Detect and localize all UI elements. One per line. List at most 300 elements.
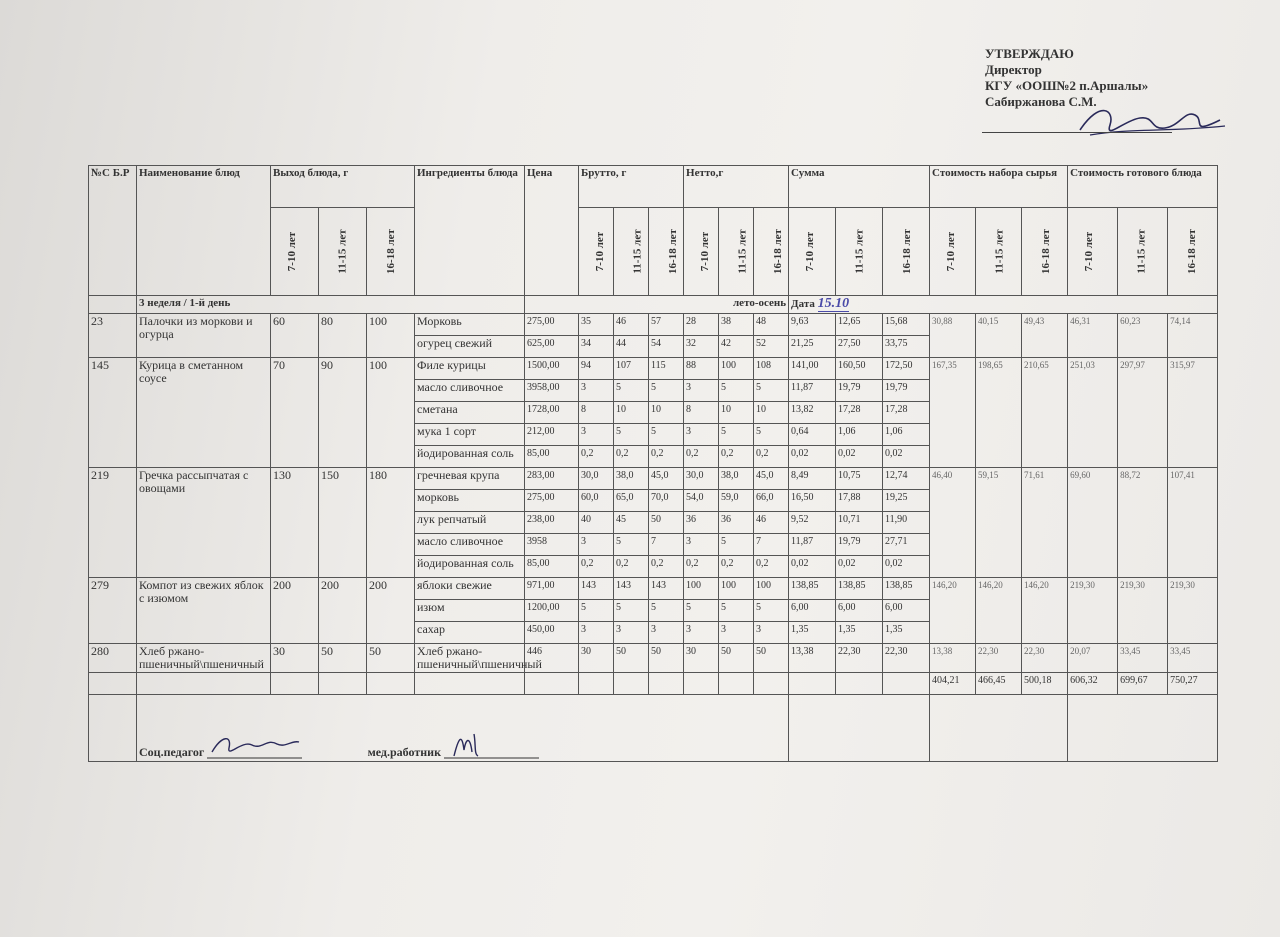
raw-cost: 40,15 [976,314,1022,358]
value-g: 5 [579,600,614,622]
director-signature [1070,90,1230,150]
value-n: 48 [754,314,789,336]
value-g: 0,2 [579,556,614,578]
value-g: 0,2 [614,556,649,578]
ready-cost: 297,97 [1118,358,1168,468]
age-header-cell [789,208,836,296]
value-s: 13,38 [789,644,836,673]
totals-empty [579,673,614,695]
age-header-cell [836,208,883,296]
dish-name: Палочки из моркови и огурца [137,314,271,358]
ingredient-price: 3958 [525,534,579,556]
value-n: 10 [754,402,789,424]
value-n: 3 [684,424,719,446]
value-s: 17,28 [836,402,883,424]
ingredient-name: гречневая крупа [415,468,525,490]
value-s: 1,06 [836,424,883,446]
value-n: 100 [754,578,789,600]
value-n: 3 [754,622,789,644]
dish-yield: 30 [271,644,319,673]
raw-cost: 59,15 [976,468,1022,578]
ingredient-price: 446 [525,644,579,673]
age-header-cell [883,208,930,296]
totals-empty [754,673,789,695]
value-s: 11,90 [883,512,930,534]
ingredient-name: Филе курицы [415,358,525,380]
value-g: 5 [614,534,649,556]
value-s: 19,79 [836,380,883,402]
value-g: 5 [614,424,649,446]
age-header-cell [1068,208,1118,296]
dish-yield: 200 [319,578,367,644]
ready-cost: 74,14 [1168,314,1218,358]
raw-cost: 146,20 [1022,578,1068,644]
age-header-cell [1168,208,1218,296]
value-s: 11,87 [789,380,836,402]
ingredient-price: 1200,00 [525,600,579,622]
value-s: 0,02 [789,556,836,578]
age-header-cell [684,208,719,296]
signature-line [982,132,1172,133]
value-s: 9,63 [789,314,836,336]
value-n: 66,0 [754,490,789,512]
value-g: 115 [649,358,684,380]
age-label: 16-18 лет [666,229,679,274]
ready-cost: 315,97 [1168,358,1218,468]
recipe-number: 279 [89,578,137,644]
ingredient-price: 283,00 [525,468,579,490]
value-s: 0,02 [789,446,836,468]
value-s: 22,30 [883,644,930,673]
value-n: 3 [684,380,719,402]
totals-empty [137,673,271,695]
raw-cost: 22,30 [1022,644,1068,673]
ready-cost: 20,07 [1068,644,1118,673]
totals-empty [883,673,930,695]
totals-empty [525,673,579,695]
value-s: 160,50 [836,358,883,380]
totals-empty [367,673,415,695]
value-n: 50 [754,644,789,673]
table-row [89,358,1218,380]
dish-yield: 80 [319,314,367,358]
age-label: 7-10 лет [1083,231,1096,272]
value-s: 10,75 [836,468,883,490]
raw-cost: 167,35 [930,358,976,468]
value-s: 21,25 [789,336,836,358]
value-s: 138,85 [789,578,836,600]
totals-empty [271,673,319,695]
value-g: 65,0 [614,490,649,512]
value-s: 1,35 [836,622,883,644]
ingredient-name: сметана [415,402,525,424]
value-s: 16,50 [789,490,836,512]
dish-yield: 130 [271,468,319,578]
value-g: 8 [579,402,614,424]
value-n: 3 [684,534,719,556]
value-g: 3 [579,424,614,446]
ingredient-price: 85,00 [525,446,579,468]
medic-label: мед.работник [367,745,441,759]
value-s: 17,28 [883,402,930,424]
totals-empty [614,673,649,695]
value-n: 5 [754,424,789,446]
value-g: 143 [579,578,614,600]
age-header-cell [1118,208,1168,296]
totals-empty [836,673,883,695]
section-date [789,296,1218,314]
value-n: 0,2 [719,446,754,468]
value-n: 0,2 [684,556,719,578]
value-g: 7 [649,534,684,556]
dish-yield: 150 [319,468,367,578]
footer-empty-3 [930,695,1068,762]
value-s: 6,00 [789,600,836,622]
section-season: лето-осень [525,296,789,314]
value-s: 11,87 [789,534,836,556]
dish-yield: 50 [367,644,415,673]
age-label: 11-15 лет [853,229,866,274]
value-s: 19,79 [883,380,930,402]
totals-empty [789,673,836,695]
value-s: 12,74 [883,468,930,490]
dish-yield: 50 [319,644,367,673]
age-header-cell [271,208,319,296]
social-pedagogue-label: Соц.педагог [139,745,205,759]
age-label: 7-10 лет [945,231,958,272]
ready-cost: 46,31 [1068,314,1118,358]
dish-name: Гречка рассыпчатая с овощами [137,468,271,578]
age-label: 11-15 лет [736,229,749,274]
section-week: 3 неделя / 1-й день [137,296,525,314]
ingredient-name: мука 1 сорт [415,424,525,446]
value-s: 9,52 [789,512,836,534]
value-n: 5 [719,600,754,622]
total-ready: 606,32 [1068,673,1118,695]
value-n: 5 [719,534,754,556]
value-n: 38,0 [719,468,754,490]
age-label: 7-10 лет [594,231,607,272]
value-s: 33,75 [883,336,930,358]
ingredient-price: 238,00 [525,512,579,534]
totals-empty [719,673,754,695]
value-s: 19,79 [836,534,883,556]
value-s: 19,25 [883,490,930,512]
ingredient-name: лук репчатый [415,512,525,534]
value-s: 1,35 [883,622,930,644]
dish-yield: 180 [367,468,415,578]
dish-yield: 100 [367,314,415,358]
value-g: 44 [614,336,649,358]
raw-cost: 22,30 [976,644,1022,673]
value-n: 3 [684,622,719,644]
dish-yield: 200 [367,578,415,644]
ingredient-name: Морковь [415,314,525,336]
ready-cost: 219,30 [1168,578,1218,644]
header-price: Цена [525,166,579,296]
value-g: 50 [649,512,684,534]
ingredient-name: масло сливочное [415,534,525,556]
ingredient-price: 275,00 [525,314,579,336]
recipe-number: 145 [89,358,137,468]
value-n: 45,0 [754,468,789,490]
ingredient-price: 1728,00 [525,402,579,424]
approval-organization: КГУ «ООШ№2 п.Аршалы» [985,78,1149,93]
value-g: 35 [579,314,614,336]
value-g: 50 [614,644,649,673]
table-row [89,644,1218,673]
header-dish: Наименование блюд [137,166,271,296]
approval-name: Сабиржанова С.М. [985,94,1097,109]
value-n: 0,2 [719,556,754,578]
value-n: 8 [684,402,719,424]
ready-cost: 33,45 [1168,644,1218,673]
raw-cost: 46,40 [930,468,976,578]
header-number: №С Б.Р [89,166,137,296]
value-g: 5 [649,600,684,622]
value-n: 5 [754,380,789,402]
total-ready: 699,67 [1118,673,1168,695]
value-s: 0,02 [836,446,883,468]
age-label: 7-10 лет [699,231,712,272]
value-s: 1,06 [883,424,930,446]
table-row [89,314,1218,336]
value-s: 27,71 [883,534,930,556]
age-label: 16-18 лет [384,229,397,274]
value-n: 28 [684,314,719,336]
recipe-number: 280 [89,644,137,673]
menu-table [88,165,1218,762]
age-header-cell [1022,208,1068,296]
raw-cost: 198,65 [976,358,1022,468]
ingredient-name: масло сливочное [415,380,525,402]
raw-cost: 146,20 [976,578,1022,644]
value-s: 10,71 [836,512,883,534]
totals-empty [649,673,684,695]
dish-name: Хлеб ржано-пшеничный\пшеничный [137,644,271,673]
table-row [89,578,1218,600]
header-net: Нетто,г [684,166,789,208]
dish-yield: 60 [271,314,319,358]
value-n: 5 [719,380,754,402]
value-s: 141,00 [789,358,836,380]
header-ready-cost: Стоимость готового блюда [1068,166,1218,208]
recipe-number: 23 [89,314,137,358]
age-header-cell [754,208,789,296]
value-n: 36 [719,512,754,534]
totals-empty [415,673,525,695]
age-label: 11-15 лет [1135,229,1148,274]
raw-cost: 71,61 [1022,468,1068,578]
ingredient-price: 450,00 [525,622,579,644]
value-n: 38 [719,314,754,336]
value-s: 15,68 [883,314,930,336]
value-g: 0,2 [649,556,684,578]
value-n: 7 [754,534,789,556]
value-g: 94 [579,358,614,380]
totals-empty [684,673,719,695]
value-n: 46 [754,512,789,534]
age-label: 11-15 лет [993,229,1006,274]
value-n: 50 [719,644,754,673]
dish-name: Курица в сметанном соусе [137,358,271,468]
value-g: 5 [614,380,649,402]
table-row [89,468,1218,490]
header-gross: Брутто, г [579,166,684,208]
ingredient-name: йодированная соль [415,556,525,578]
value-s: 27,50 [836,336,883,358]
approval-position: Директор [985,62,1042,77]
value-g: 0,2 [579,446,614,468]
ingredient-price: 971,00 [525,578,579,600]
value-s: 13,82 [789,402,836,424]
value-s: 138,85 [883,578,930,600]
value-g: 10 [614,402,649,424]
value-s: 8,49 [789,468,836,490]
age-header-cell [649,208,684,296]
value-g: 30,0 [579,468,614,490]
raw-cost: 49,43 [1022,314,1068,358]
ingredient-price: 3958,00 [525,380,579,402]
value-g: 50 [649,644,684,673]
value-n: 100 [719,578,754,600]
value-s: 0,02 [836,556,883,578]
ingredient-price: 212,00 [525,424,579,446]
dish-name: Компот из свежих яблок с изюмом [137,578,271,644]
footer-empty-2 [789,695,930,762]
value-g: 40 [579,512,614,534]
age-header-cell [976,208,1022,296]
value-n: 3 [719,622,754,644]
value-n: 100 [684,578,719,600]
header-raw-cost: Стоимость набора сырья [930,166,1068,208]
dish-yield: 200 [271,578,319,644]
footer-empty [89,695,137,762]
header-ingredients: Ингредиенты блюда [415,166,525,296]
value-g: 3 [579,534,614,556]
section-empty [89,296,137,314]
ingredient-price: 1500,00 [525,358,579,380]
value-n: 88 [684,358,719,380]
age-label: 7-10 лет [286,231,299,272]
value-g: 143 [614,578,649,600]
value-n: 30,0 [684,468,719,490]
value-n: 0,2 [684,446,719,468]
value-n: 42 [719,336,754,358]
date-label: Дата [791,298,815,310]
value-g: 5 [614,600,649,622]
value-g: 46 [614,314,649,336]
raw-cost: 30,88 [930,314,976,358]
value-s: 0,64 [789,424,836,446]
value-g: 34 [579,336,614,358]
ingredient-name: огурец свежий [415,336,525,358]
value-g: 0,2 [614,446,649,468]
approval-title: УТВЕРЖДАЮ [985,46,1074,61]
ready-cost: 69,60 [1068,468,1118,578]
value-g: 3 [579,622,614,644]
ingredient-price: 85,00 [525,556,579,578]
age-header-cell [579,208,614,296]
medic-signature [444,730,539,760]
value-n: 54,0 [684,490,719,512]
value-g: 3 [649,622,684,644]
age-label: 11-15 лет [336,229,349,274]
ready-cost: 251,03 [1068,358,1118,468]
total-ready: 750,27 [1168,673,1218,695]
value-g: 5 [649,424,684,446]
value-n: 0,2 [754,556,789,578]
ready-cost: 60,23 [1118,314,1168,358]
totals-empty [319,673,367,695]
value-s: 17,88 [836,490,883,512]
total-raw: 404,21 [930,673,976,695]
value-g: 107 [614,358,649,380]
value-n: 10 [719,402,754,424]
ready-cost: 33,45 [1118,644,1168,673]
value-n: 52 [754,336,789,358]
raw-cost: 146,20 [930,578,976,644]
value-s: 172,50 [883,358,930,380]
value-g: 10 [649,402,684,424]
total-raw: 500,18 [1022,673,1068,695]
age-label: 16-18 лет [1039,229,1052,274]
value-g: 3 [614,622,649,644]
value-g: 143 [649,578,684,600]
value-n: 36 [684,512,719,534]
ingredient-name: яблоки свежие [415,578,525,600]
value-g: 60,0 [579,490,614,512]
value-n: 100 [719,358,754,380]
value-n: 5 [754,600,789,622]
ingredient-name: йодированная соль [415,446,525,468]
age-header-cell [614,208,649,296]
value-g: 38,0 [614,468,649,490]
ready-cost: 88,72 [1118,468,1168,578]
age-header-cell [719,208,754,296]
footer-empty-4 [1068,695,1218,762]
ingredient-name: сахар [415,622,525,644]
value-g: 45 [614,512,649,534]
header-sum: Сумма [789,166,930,208]
dish-yield: 70 [271,358,319,468]
value-s: 1,35 [789,622,836,644]
social-pedagogue-signature [207,730,302,760]
ingredient-name: изюм [415,600,525,622]
age-header-cell [319,208,367,296]
value-s: 138,85 [836,578,883,600]
ready-cost: 219,30 [1068,578,1118,644]
value-g: 70,0 [649,490,684,512]
value-g: 0,2 [649,446,684,468]
age-label: 16-18 лет [1186,229,1199,274]
value-n: 5 [719,424,754,446]
value-n: 108 [754,358,789,380]
value-s: 0,02 [883,556,930,578]
value-n: 59,0 [719,490,754,512]
age-label: 11-15 лет [631,229,644,274]
value-s: 6,00 [836,600,883,622]
value-g: 5 [649,380,684,402]
footer-signatures [137,695,789,762]
recipe-number: 219 [89,468,137,578]
age-label: 16-18 лет [771,229,784,274]
age-label: 16-18 лет [900,229,913,274]
age-header-cell [367,208,415,296]
dish-yield: 100 [367,358,415,468]
header-yield: Выход блюда, г [271,166,415,208]
total-raw: 466,45 [976,673,1022,695]
